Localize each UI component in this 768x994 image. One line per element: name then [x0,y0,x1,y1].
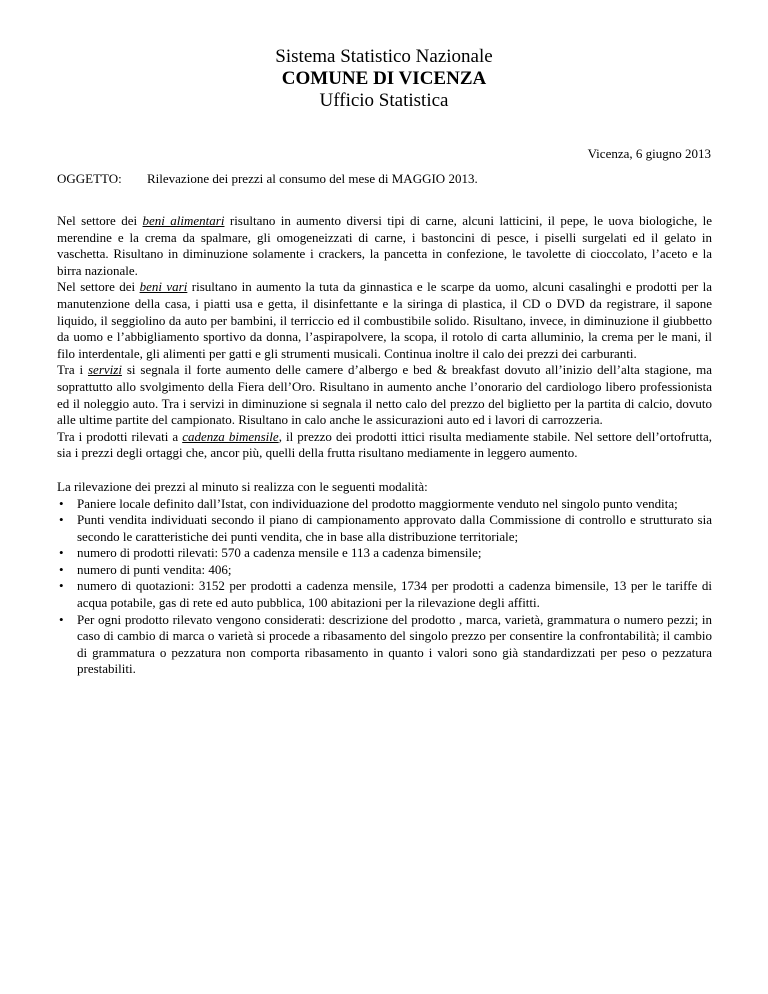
para-text: Nel settore dei [57,279,140,295]
header-line-1: Sistema Statistico Nazionale [275,46,493,67]
document-date: Vicenza, 6 giugno 2013 [587,146,711,161]
para-text: Nel settore dei [57,213,143,228]
para-text: si segnala il forte aumento delle camere d’albergo e bed & breakfast dovuto all’inizio dell’alta stagione, ma soprattutto allo svolgimento della Fiera dell’Oro. Risultano in aumento anche l’onorario del cardiologo libero professionista ed il noleggio auto. Tra i servizi in diminuzione si segnala il netto calo del prezzo del biglietto per la partita di calcio, dovuto alle ultime partite del campionato. Risultano in calo anche le assicurazioni auto ed i lavori di carrozzeria. [57,362,712,428]
para-emphasis: beni alimentari [142,213,225,228]
para-text: Tra i [57,362,88,378]
para-emphasis: beni vari [139,279,188,295]
paragraph-beni-vari [57,279,712,362]
header-line-2: COMUNE DI VICENZA [281,68,487,89]
para-text: , il prezzo dei prodotti ittici risulta mediamente stabile. Nel settore dell’ortofrutta, sia i prezzi degli ortaggi che, ancor più, quelli della frutta risultano mediamente in leggero aumento. [57,428,713,461]
paragraph-servizi [57,362,712,428]
para-text: Tra i prodotti rilevati a [57,428,183,444]
list-item: • numero di prodotti rilevati: 570 a cadenza mensile e 113 a cadenza bimensile; [57,545,712,562]
subject-line [57,171,478,187]
para-emphasis: cadenza bimensile [182,428,279,444]
document-body [57,213,712,678]
subject-label: OGGETTO: [57,171,122,186]
subject-text: Rilevazione dei prezzi al consumo del mese di MAGGIO 2013. [147,171,478,186]
para-emphasis: servizi [87,362,122,378]
header-line-3: Ufficio Statistica [319,90,449,111]
list-item: • Paniere locale definito dall’Istat, con individuazione del prodotto maggiormente venduto nel singolo punto vendita; [57,496,712,513]
para-text: risultano in aumento diversi tipi di carne, alcuni latticini, il pepe, le uova biologiche, le merendine e la crema da spalmare, gli omogeneizzati di carne, i bastoncini di pesce, i piselli surgelati ed il gelato in vaschetta. Risultano in diminuzione solamente i crackers, la pancetta in confezione, le tavolette di cioccolato, l’aceto e la birra nazionale. [57,213,712,278]
list-item: • numero di punti vendita: 406; [57,562,712,579]
spacer [57,462,712,479]
letterhead [0,46,768,112]
methodology-intro: La rilevazione dei prezzi al minuto si realizza con le seguenti modalità: [57,478,428,494]
list-item: • numero di quotazioni: 3152 per prodotti a cadenza mensile, 1734 per prodotti a cadenza bimensile, 13 per le tariffe di acqua potabile, gas di rete ed auto pubblica, 100 abitazioni per la rilevazione degli affitti. [57,578,712,611]
list-item: • Punti vendita individuati secondo il piano di campionamento approvato dalla Commissione di controllo e strutturato sia secondo le caratteristiche dei punti vendita, che in base alla distribuzione territoriale; [57,512,712,545]
methodology-list [57,496,712,679]
paragraph-cadenza-bimensile [57,429,712,462]
list-item: • Per ogni prodotto rilevato vengono considerati: descrizione del prodotto , marca, varietà, grammatura o numero pezzi; in caso di cambio di marca o varietà si procede a ribasamento del singolo prezzo per consentire la confrontabilità; il cambio di grammatura o pezzatura non comporta ribasamento in quanto i valori sono già standardizzati per peso o pezzatura prestabiliti. [57,612,712,678]
paragraph-beni-alimentari [57,213,712,279]
para-text: risultano in aumento la tuta da ginnastica e le scarpe da uomo, alcuni casalinghi e prodotti per la manutenzione della casa, i piatti usa e getta, il disinfettante e la siringa di plastica, il CD o DVD da registrare, il sapone liquido, il seggiolino da auto per bambini, il terriccio ed il combustibile solido. Risultano, invece, in diminuzione il giubbetto da uomo e l’abbigliamento sportivo da donna, l’aspirapolvere, la scopa, il rotolo di carta alluminio, la crema per le mani, il filo interdentale, gli alimenti per gatti e gli strumenti musicali. Continua inoltre il calo dei prezzi dei carburanti. [57,279,712,361]
